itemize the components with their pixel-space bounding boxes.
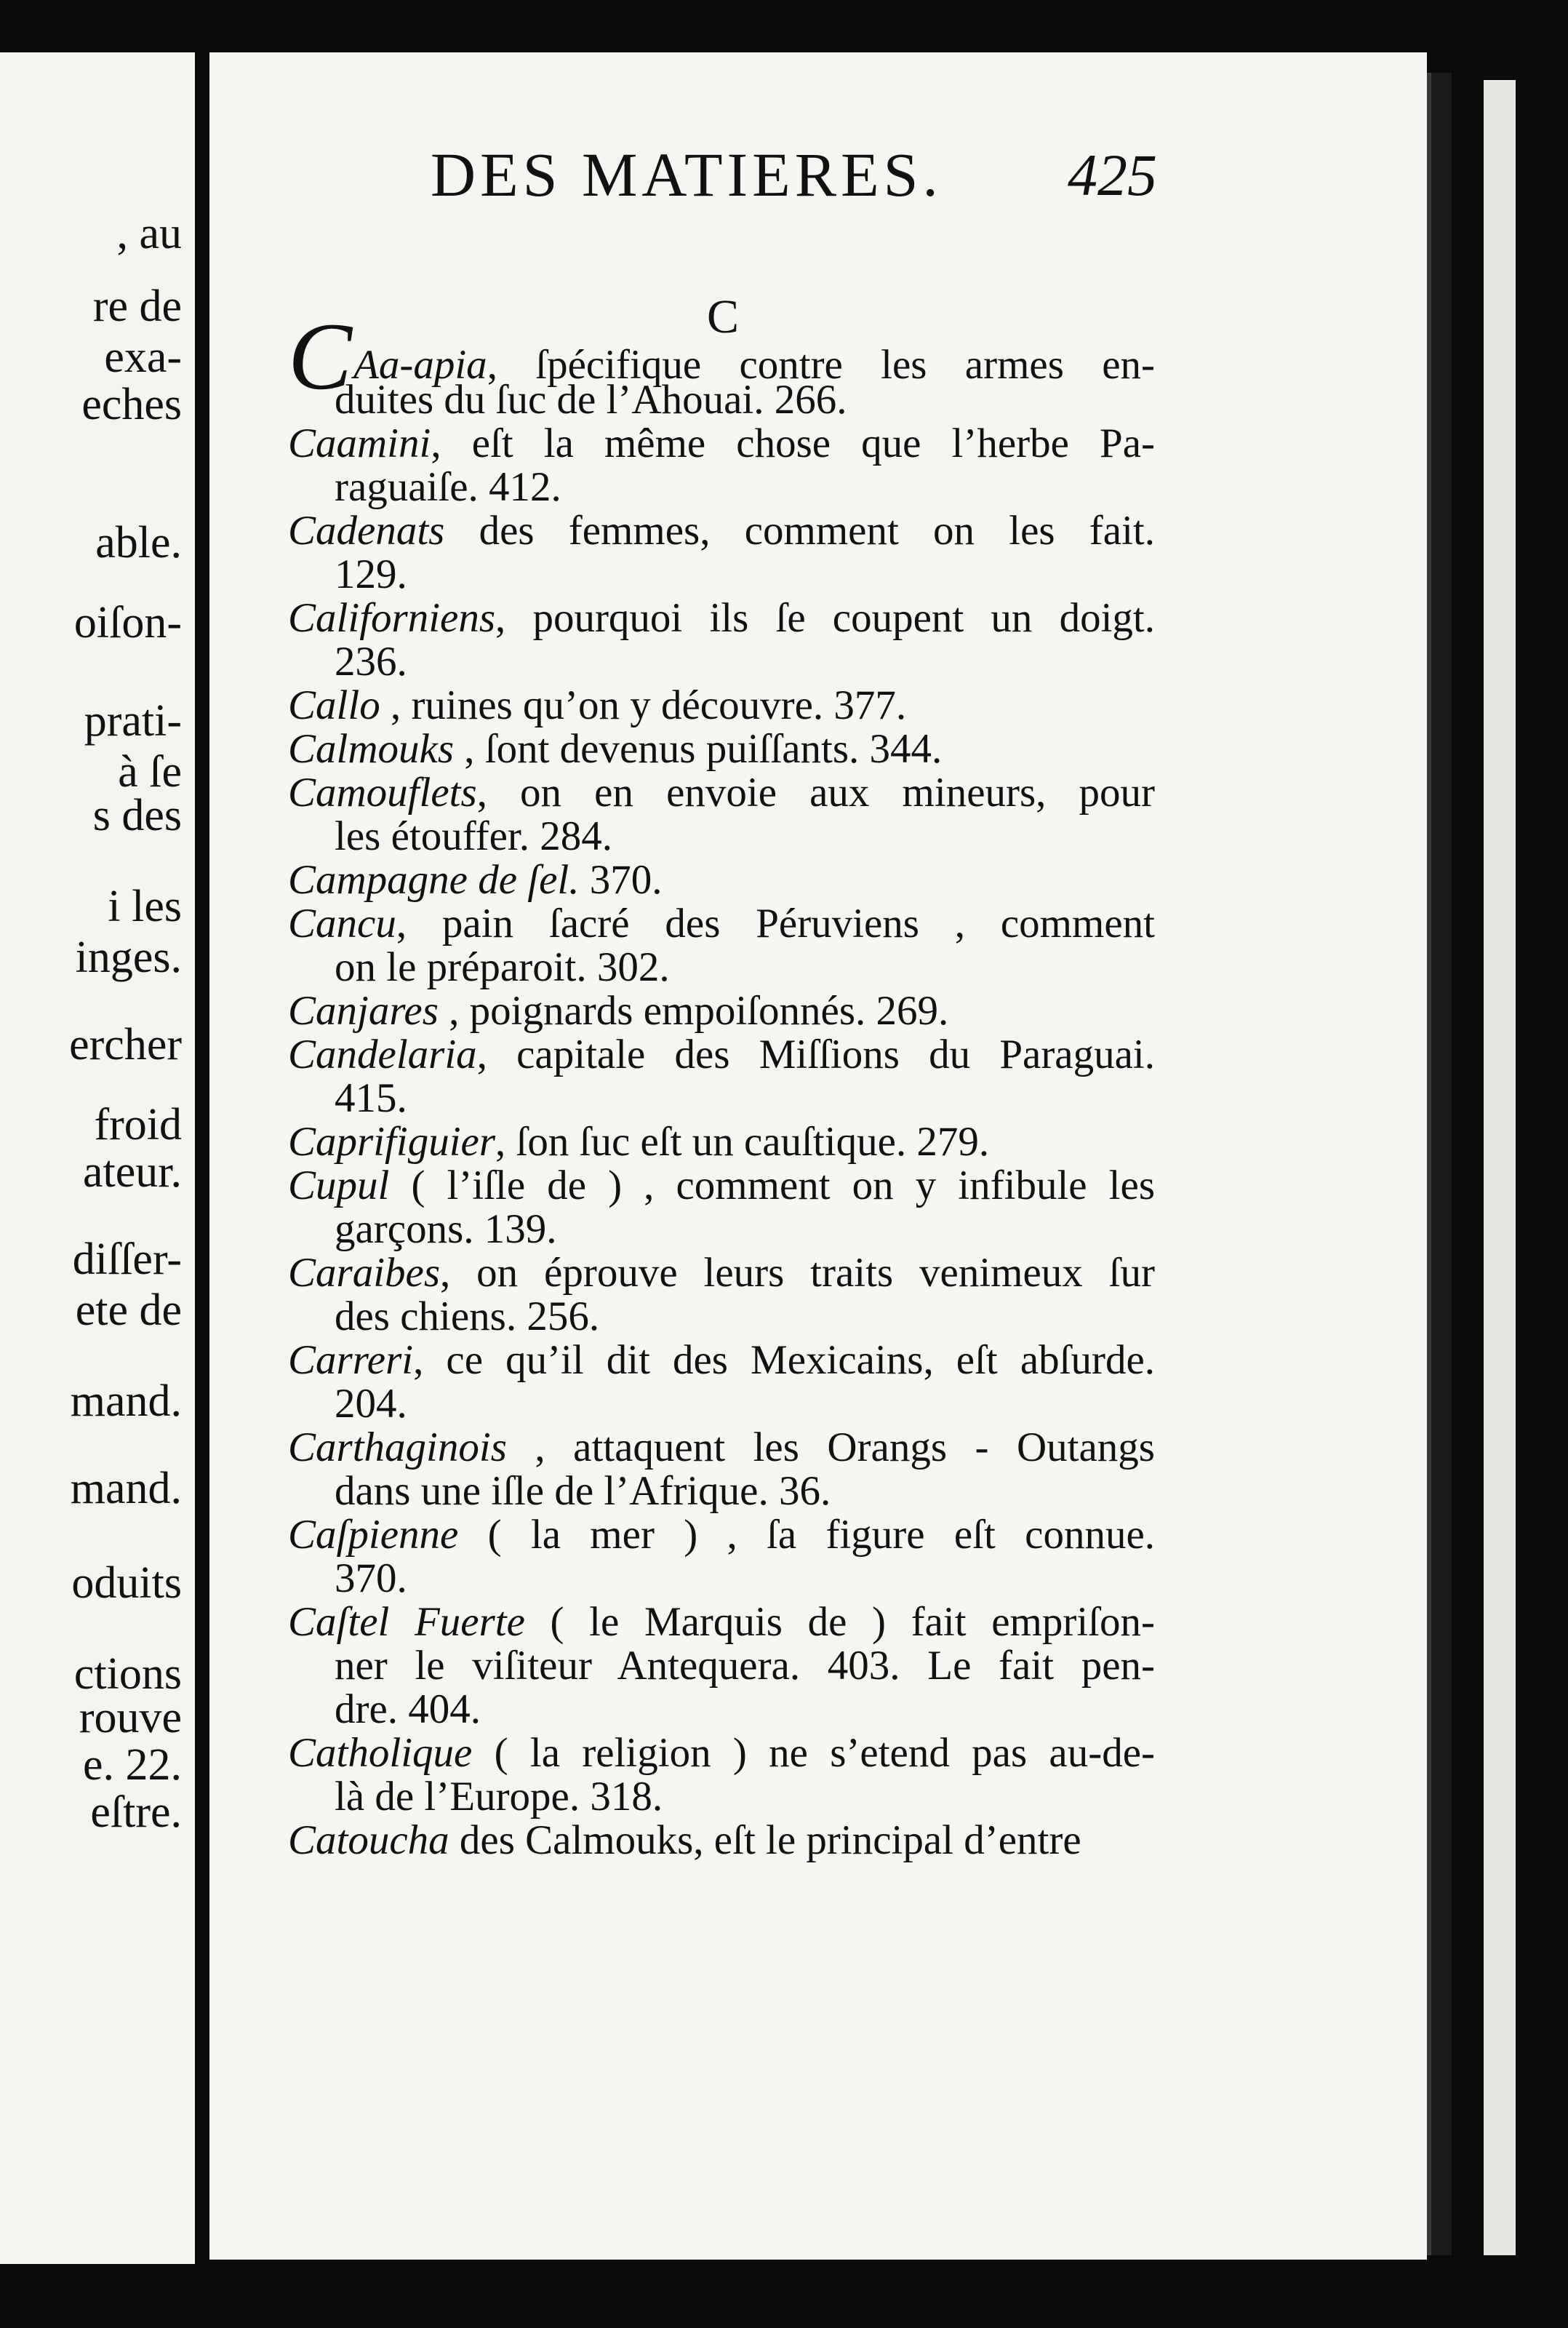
entry-continuation-line: [288, 466, 1155, 509]
entry-continuation-line: [288, 1295, 1155, 1339]
entry-continuation-line: [288, 1644, 1155, 1688]
entry-headword: Cupul: [288, 1163, 390, 1208]
entry-continuation-line: [288, 1688, 1155, 1731]
facing-page-line: mand.: [70, 1376, 182, 1426]
index-entry: [288, 858, 1155, 902]
facing-page-line: mand.: [70, 1464, 182, 1513]
entry-headword: Aa-apia: [353, 342, 487, 388]
facing-page-line: inges.: [75, 933, 182, 982]
entry-text: 370.: [335, 1555, 407, 1601]
entry-first-line: [288, 509, 1155, 553]
index-entry: [288, 1731, 1155, 1819]
entry-text: garçons. 139.: [335, 1206, 557, 1252]
entry-headword: Catoucha: [288, 1817, 449, 1863]
facing-page-line: e. 22.: [82, 1740, 182, 1790]
entry-first-line: [288, 1819, 1155, 1862]
entry-text: 129.: [335, 551, 407, 597]
entry-text: , ſont devenus puiſſants. 344.: [454, 726, 943, 772]
entry-text: ner le viſiteur Antequera. 403. Le fait pen-: [335, 1643, 1155, 1689]
entry-headword: Caſtel Fuerte: [288, 1599, 525, 1645]
entry-headword: Carreri: [288, 1337, 414, 1383]
entry-text: ( la mer ) , ſa figure eſt connue.: [458, 1512, 1155, 1558]
entry-text: , on éprouve leurs traits venimeux ſur: [440, 1250, 1155, 1296]
entry-text: ( la religion ) ne s’etend pas au-de-: [472, 1730, 1155, 1776]
entry-continuation-line: [288, 815, 1155, 858]
entry-headword: Callo: [288, 682, 380, 728]
page-number: 425: [1068, 142, 1157, 208]
section-letter: C: [707, 290, 740, 343]
entry-text: , pain ſacré des Péruviens , comment: [396, 901, 1155, 946]
entry-first-line: [288, 989, 1155, 1033]
facing-page-line: ete de: [75, 1285, 182, 1335]
entry-text: , ruines qu’on y découvre. 377.: [380, 682, 907, 728]
entry-text: 415.: [335, 1075, 407, 1121]
index-entry: [288, 1426, 1155, 1513]
facing-page-line: able.: [95, 518, 182, 567]
entry-text: 204.: [335, 1381, 407, 1427]
index-entry: [288, 1033, 1155, 1120]
facing-page-line: prati-: [84, 696, 182, 746]
entry-headword: Caamini: [288, 420, 431, 466]
facing-page-line: re de: [92, 282, 182, 331]
entry-continuation-line: [288, 640, 1155, 684]
index-entries: [288, 303, 1155, 1863]
entry-headword: Calmouks: [288, 726, 454, 772]
index-entry: [288, 1600, 1155, 1731]
entry-continuation-line: [288, 1470, 1155, 1513]
facing-page-line: à ſe: [118, 747, 182, 797]
entry-continuation-line: [288, 1557, 1155, 1600]
entry-first-line: [288, 771, 1155, 815]
entry-continuation-line: [288, 553, 1155, 597]
book-edge: [1427, 73, 1452, 2255]
entry-text: 236.: [335, 639, 407, 685]
entry-headword: Cadenats: [288, 508, 445, 554]
entry-text: , eſt la même chose que l’herbe Pa-: [431, 420, 1155, 466]
entry-first-line: [288, 902, 1155, 946]
entry-continuation-line: [288, 1775, 1155, 1819]
facing-page-line: diſſer-: [72, 1235, 182, 1284]
index-entry: [288, 597, 1155, 684]
entry-text: , ſpécifique contre les armes en-: [487, 342, 1155, 388]
entry-headword: Caſpienne: [288, 1512, 459, 1558]
index-entry: [288, 771, 1155, 858]
index-entry: [288, 902, 1155, 989]
entry-text: on le préparoit. 302.: [335, 944, 670, 990]
entry-text: dre. 404.: [335, 1686, 481, 1732]
entry-continuation-line: [288, 1077, 1155, 1120]
entry-text: des femmes, comment on les fait.: [444, 508, 1155, 554]
facing-page-line: eſtre.: [90, 1787, 182, 1837]
index-entry: [288, 1120, 1155, 1164]
index-entry: [288, 1339, 1155, 1426]
index-entry: [288, 989, 1155, 1033]
index-entry: [288, 684, 1155, 728]
facing-page-line: ateur.: [83, 1147, 182, 1197]
entry-continuation-line: [288, 946, 1155, 989]
index-entry: [288, 1164, 1155, 1251]
entry-first-line: [288, 422, 1155, 466]
facing-page-line: eches: [81, 380, 182, 429]
entry-first-line: [288, 684, 1155, 728]
entry-first-line: [288, 1033, 1155, 1077]
entry-headword: Carthaginois: [288, 1424, 507, 1470]
entry-text: , ce qu’il dit des Mexicains, eſt abſurde.: [413, 1337, 1155, 1383]
index-entry: [288, 728, 1155, 771]
index-entry: [288, 509, 1155, 597]
entry-headword: Cancu: [288, 901, 396, 946]
entry-text: , capitale des Miſſions du Paraguai.: [476, 1032, 1155, 1077]
entry-headword: Caprifiguier: [288, 1119, 496, 1165]
index-entry: [288, 422, 1155, 509]
index-entry: [288, 303, 1155, 423]
entry-headword: Californiens: [288, 595, 496, 641]
entry-text: , pourquoi ils ſe coupent un doigt.: [495, 595, 1155, 641]
entry-first-line: [288, 1251, 1155, 1295]
running-head-title: DES MATIERES.: [431, 140, 943, 210]
entry-text: dans une iſle de l’Afrique. 36.: [335, 1468, 831, 1514]
entry-text: des chiens. 256.: [335, 1293, 600, 1339]
entry-text: raguaiſe. 412.: [335, 464, 561, 510]
entry-text: , ſon ſuc eſt un cauſtique. 279.: [495, 1119, 990, 1165]
entry-text: , attaquent les Orangs - Outangs: [506, 1424, 1155, 1470]
index-entry: [288, 1251, 1155, 1339]
entry-headword: Canjares: [288, 988, 439, 1034]
index-entry: [288, 1513, 1155, 1600]
entry-text: des Calmouks, eſt le principal d’entre: [449, 1817, 1081, 1863]
entry-first-line: [288, 1731, 1155, 1775]
entry-text: , on en envoie aux mineurs, pour: [476, 770, 1155, 816]
facing-page-line: , au: [116, 209, 182, 258]
drop-capital: C: [288, 303, 353, 410]
entry-headword: Catholique: [288, 1730, 473, 1776]
facing-page-line: ctions: [73, 1649, 182, 1699]
entry-first-line: [288, 1339, 1155, 1382]
entry-text: ( le Marquis de ) fait empriſon-: [524, 1599, 1155, 1645]
entry-first-line: [288, 597, 1155, 640]
entry-text: 370.: [579, 857, 663, 903]
entry-text: ( l’iſle de ) , comment on y infibule les: [389, 1163, 1155, 1208]
facing-page-line: rouve: [79, 1693, 182, 1742]
facing-page-line: oiſon-: [73, 598, 182, 647]
facing-page-line: s des: [92, 791, 182, 840]
entry-first-line: [288, 1426, 1155, 1470]
entry-headword: Camouflets: [288, 770, 477, 816]
index-entry: [288, 1819, 1155, 1862]
running-head: [218, 138, 1164, 218]
entry-first-line: [288, 1600, 1155, 1644]
entry-headword: Caraibes: [288, 1250, 441, 1296]
entry-text: , poignards empoiſonnés. 269.: [438, 988, 949, 1034]
entry-first-line: [288, 728, 1155, 771]
entry-text: duites du ſuc de l’Ahouai. 266.: [335, 377, 847, 423]
facing-page-line: oduits: [71, 1558, 182, 1608]
entry-text: là de l’Europe. 318.: [335, 1774, 663, 1819]
facing-page-line: froid: [94, 1100, 182, 1149]
page-gutter: [195, 52, 209, 2264]
entry-first-line: [288, 1513, 1155, 1557]
entry-headword: Candelaria: [288, 1032, 477, 1077]
entry-continuation-line: [288, 1382, 1155, 1426]
facing-page-line: i les: [108, 882, 182, 931]
entry-first-line: [288, 1120, 1155, 1164]
facing-page-line: ercher: [69, 1020, 182, 1069]
entry-first-line: [288, 1164, 1155, 1208]
facing-page-line: exa-: [104, 332, 182, 382]
entry-text: les étouffer. 284.: [335, 813, 613, 859]
facing-page-fragment: [0, 52, 195, 2264]
page-stack-edge: [1484, 80, 1516, 2255]
entry-continuation-line: [288, 1208, 1155, 1251]
entry-headword: Campagne de ſel.: [288, 857, 580, 903]
entry-first-line: [288, 858, 1155, 902]
